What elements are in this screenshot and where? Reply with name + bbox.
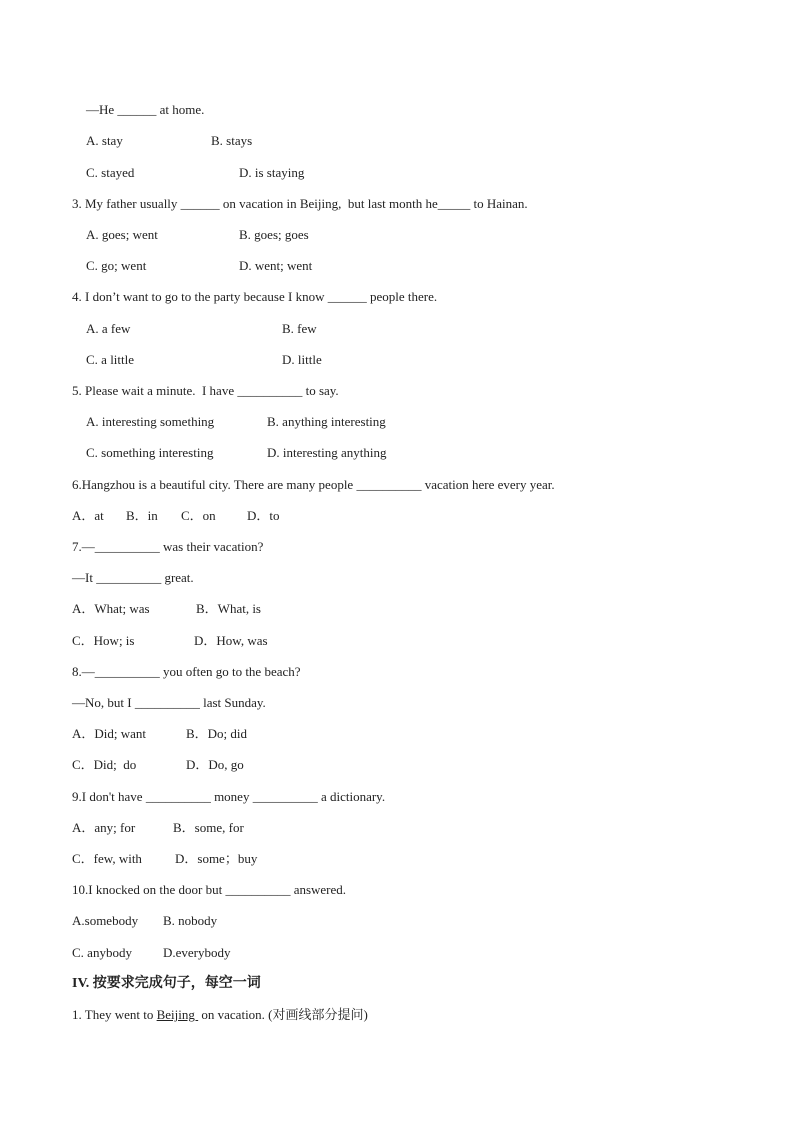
q2-option-c: C. stayed [86,165,135,180]
section-heading: IV. 按要求完成句子，每空一词 [72,976,261,991]
q10-option-a: A.somebody [72,913,139,928]
q8-option-a: A．Did; want [72,726,147,741]
q8-option-c: C．Did; do [72,757,137,772]
q2-option-d: D. is staying [239,165,305,180]
q5-option-d: D. interesting anything [267,445,387,460]
q6-option-b: B．in [126,508,158,523]
q6-option-a: A．at [72,508,104,523]
q9-option-a: A．any; for [72,820,136,835]
q4-option-a: A. a few [86,321,131,336]
q2-option-a: A. stay [86,133,123,148]
q2-answer-line: —He ______ at home. [86,102,205,117]
section4-q1-suffix: on vacation. (对画线部分提问) [198,1007,368,1022]
section4-q1-underlined: Beijing [156,1007,199,1022]
q4-option-c: C. a little [86,352,135,367]
q5-option-b: B. anything interesting [267,414,386,429]
q10-stem: 10.I knocked on the door but __________ answered. [72,882,347,897]
q7-option-a: A．What; was [72,601,150,616]
q3-option-a: A. goes; went [86,227,158,242]
q10-option-d: D.everybody [163,945,231,960]
q3-option-b: B. goes; goes [239,227,309,242]
q3-option-c: C. go; went [86,258,147,273]
section4-q1-prefix: 1. They went to [72,1007,157,1022]
q8-option-b: B．Do; did [186,726,248,741]
q6-option-d: D．to [247,508,280,523]
q9-option-c: C．few, with [72,851,142,866]
q9-stem: 9.I don't have __________ money __________ a dictionary. [72,789,386,804]
q7-option-c: C．How; is [72,633,135,648]
q3-stem: 3. My father usually ______ on vacation in Beijing, but last month he_____ to Hainan. [72,196,528,211]
q5-option-c: C. something interesting [86,445,214,460]
q8-option-d: D．Do, go [186,757,244,772]
q5-option-a: A. interesting something [86,414,215,429]
q6-stem: 6.Hangzhou is a beautiful city. There are many people __________ vacation here every year. [72,477,555,492]
q8-answer-line: —No, but I __________ last Sunday. [72,695,266,710]
q4-stem: 4. I don’t want to go to the party because I know ______ people there. [72,289,438,304]
q3-option-d: D. went; went [239,258,313,273]
q2-option-b: B. stays [211,133,253,148]
q10-option-b: B. nobody [163,913,218,928]
q8-stem: 8.—__________ you often go to the beach? [72,664,301,679]
q7-option-d: D．How, was [194,633,268,648]
q5-stem: 5. Please wait a minute. I have __________ to say. [72,383,339,398]
q9-option-b: B．some, for [173,820,244,835]
q7-stem: 7.—__________ was their vacation? [72,539,264,554]
section4-q1 [72,1007,368,1023]
q10-option-c: C. anybody [72,945,132,960]
q7-option-b: B．What, is [196,601,261,616]
q9-option-d: D．some；buy [175,851,258,866]
q6-option-c: C．on [181,508,216,523]
q7-answer-line: —It __________ great. [72,570,194,585]
q4-option-d: D. little [282,352,322,367]
q4-option-b: B. few [282,321,317,336]
